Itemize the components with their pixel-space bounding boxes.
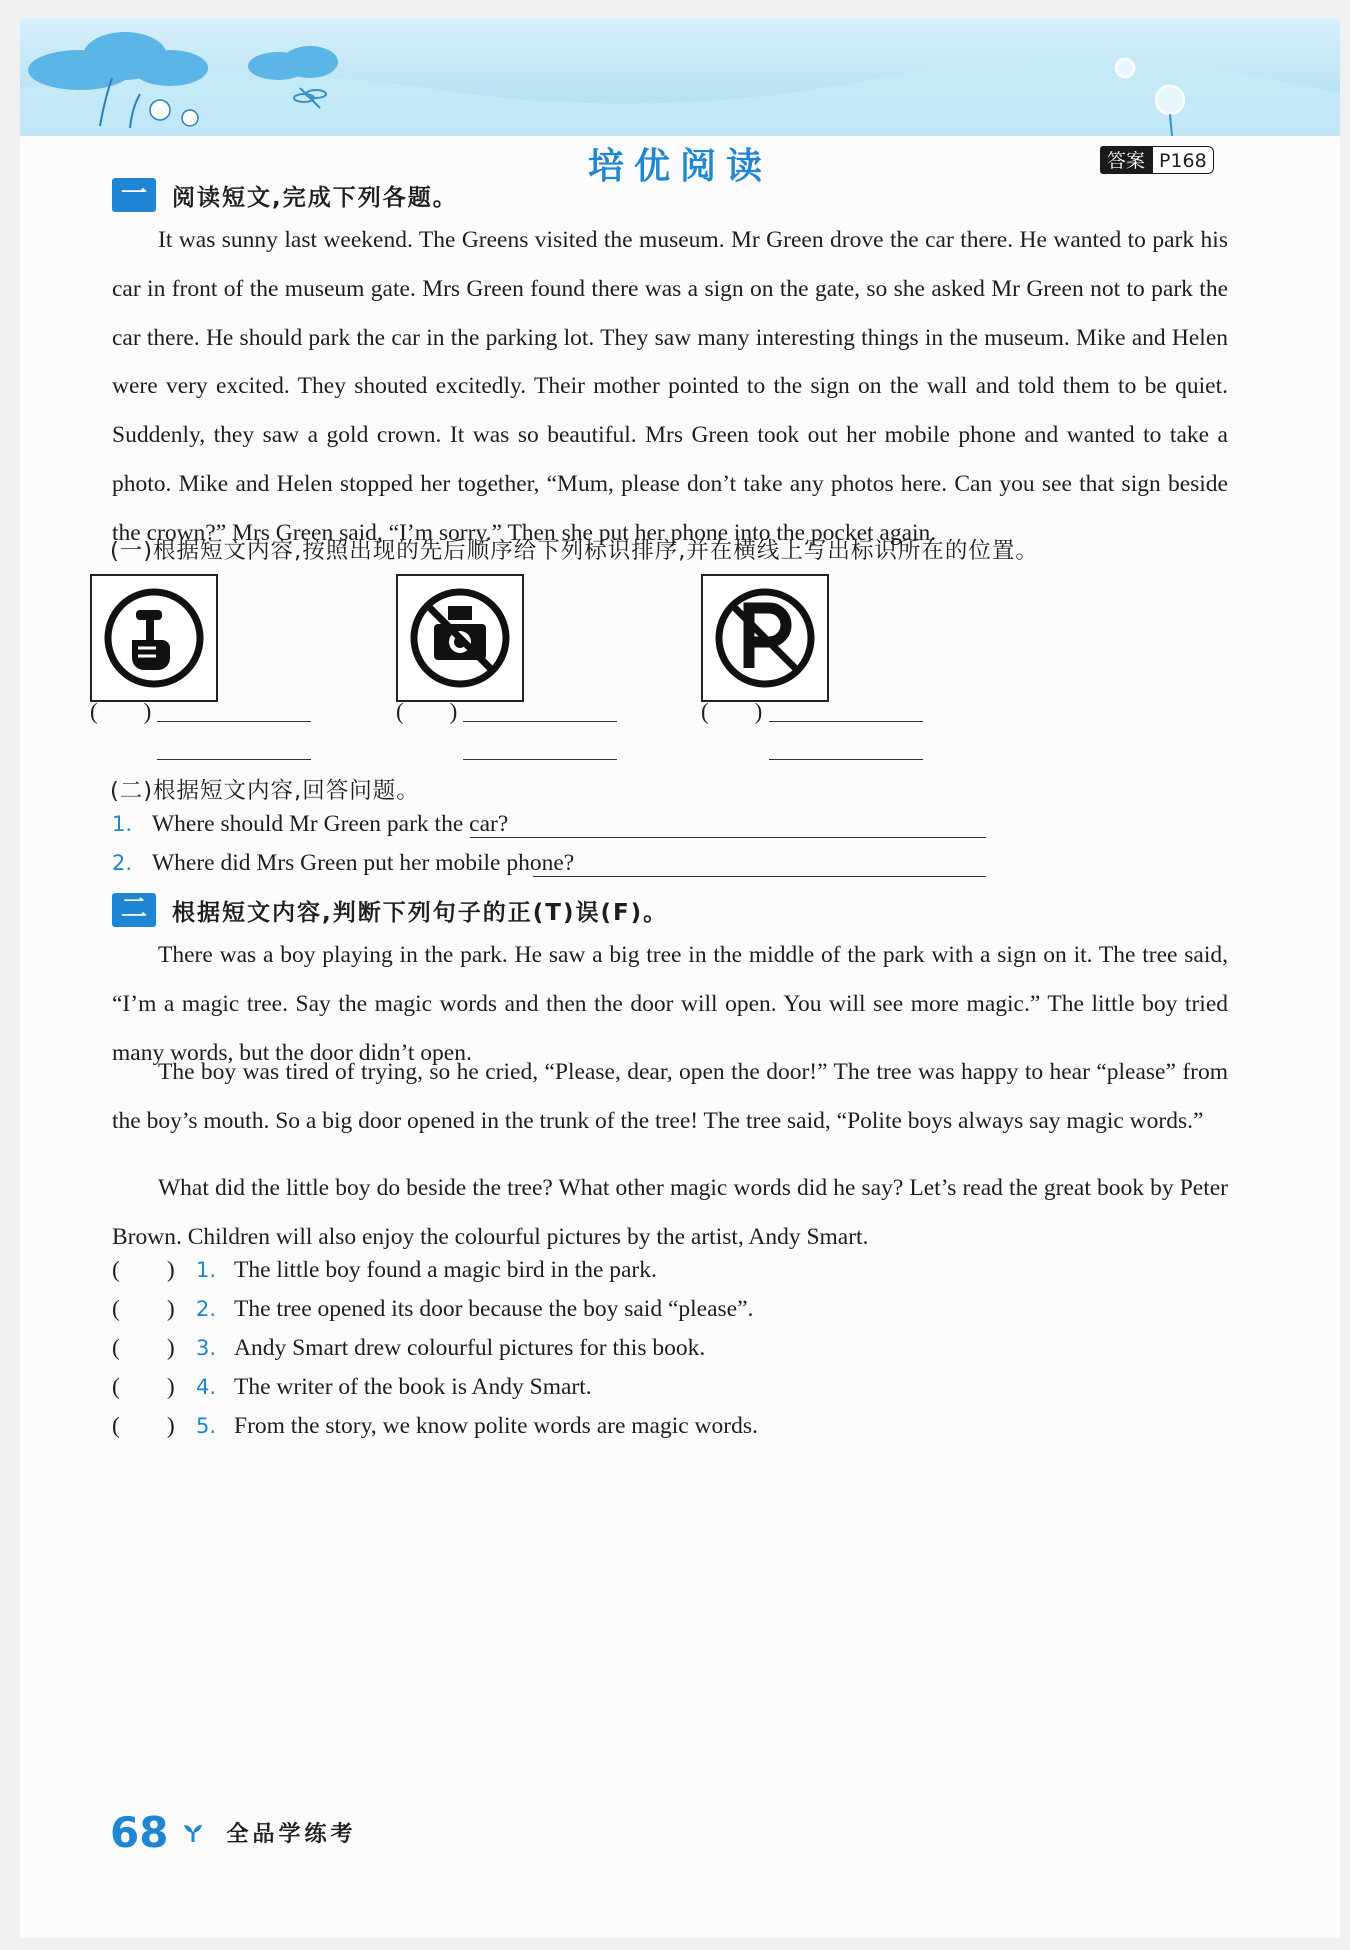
sign-2-location-line-1[interactable] (463, 721, 617, 722)
statement-3 (112, 1328, 705, 1362)
statement-2-text: The tree opened its door because the boy said “please”. (234, 1296, 754, 1322)
statement-1-answer-blank[interactable]: ( ) (112, 1257, 175, 1283)
statement-5-text: From the story, we know polite words are magic words. (234, 1413, 758, 1439)
section-2-badge: 二 (112, 893, 156, 927)
statement-5-answer-blank[interactable]: ( ) (112, 1413, 175, 1439)
question-2-answer-line[interactable] (533, 876, 986, 877)
statement-1 (112, 1250, 657, 1284)
no-parking-sign-icon (709, 582, 821, 694)
section-1-badge: 一 (112, 178, 156, 212)
question-1-text: Where should Mr Green park the car? (152, 811, 509, 837)
part-2-instruction: (二)根据短文内容,回答问题。 (110, 778, 420, 804)
statement-1-number: 1. (196, 1258, 217, 1282)
no-photo-sign (396, 574, 524, 702)
statement-3-text: Andy Smart drew colourful pictures for this book. (234, 1335, 706, 1361)
quiet-sign (90, 574, 218, 702)
section-2-instruction: 根据短文内容,判断下列句子的正(T)误(F)。 (172, 899, 669, 926)
sign-3-order-blank[interactable]: ( ) (701, 699, 763, 724)
statement-5-number: 5. (196, 1414, 217, 1438)
page-footer (110, 1808, 356, 1857)
statement-5 (112, 1406, 758, 1440)
statement-2 (112, 1289, 753, 1323)
passage-2-paragraph-1: There was a boy playing in the park. He saw a big tree in the middle of the park with a sign on it. The tree said, “I’m a magic tree. Say the magic words and then the door will open. You will see more magic.” The little boy tried many words, but the door didn’t open. (112, 942, 1228, 1066)
sign-3-location-line-1[interactable] (769, 721, 923, 722)
statement-4 (112, 1367, 592, 1401)
sign-1-location-line-1[interactable] (157, 721, 311, 722)
question-1-number: 1. (112, 812, 133, 836)
statement-4-number: 4. (196, 1375, 217, 1399)
section-1-instruction: 阅读短文,完成下列各题。 (172, 184, 458, 211)
part-1-instruction: (一)根据短文内容,按照出现的先后顺序给下列标识排序,并在横线上写出标识所在的位置。 (110, 538, 1039, 564)
sprout-icon (182, 1822, 204, 1844)
page-title: 培优阅读 (587, 146, 772, 187)
no-photo-sign-icon (404, 582, 516, 694)
worksheet-page (20, 18, 1340, 1938)
question-2-number: 2. (112, 851, 133, 875)
passage-2-paragraph-3: What did the little boy do beside the tree? What other magic words did he say? Let’s read the great book by Peter Brown. Children will also enjoy the colourful pictures by the artist, Andy Smart. (112, 1175, 1228, 1250)
question-1 (112, 811, 508, 838)
book-name: 全品学练考 (226, 1822, 357, 1847)
statement-1-text: The little boy found a magic bird in the park. (234, 1257, 657, 1283)
statement-4-answer-blank[interactable]: ( ) (112, 1374, 175, 1400)
section-1-heading (112, 178, 458, 212)
question-2-text: Where did Mrs Green put her mobile phone? (152, 850, 575, 876)
statement-3-answer-blank[interactable]: ( ) (112, 1335, 175, 1361)
passage-2-paragraph-2: The boy was tired of trying, so he cried, “Please, dear, open the door!” The tree was happy to hear “please” from the boy’s mouth. So a big door opened in the trunk of the tree! The tree said, “Polite boys always say magic words.” (112, 1059, 1228, 1134)
quiet-sign-icon (98, 582, 210, 694)
sign-2-order-blank[interactable]: ( ) (396, 699, 458, 724)
sign-1-order-blank[interactable]: ( ) (90, 699, 152, 724)
statement-2-answer-blank[interactable]: ( ) (112, 1296, 175, 1322)
statement-4-text: The writer of the book is Andy Smart. (234, 1374, 592, 1400)
passage-1: It was sunny last weekend. The Greens visited the museum. Mr Green drove the car there. He wanted to park his car in front of the museum gate. Mrs Green found there was a sign on the gate, so she asked Mr Green not to park the car there. He should park the car in the parking lot. They saw many interesting things in the museum. Mike and Helen were very excited. They shouted excitedly. Their mother pointed to the sign on the wall and told them to be quiet. Suddenly, they saw a gold crown. It was so beautiful. Mrs Green took out her mobile phone and wanted to take a photo. Mike and Helen stopped her together, “Mum, please don’t take any photos here. Can you see that sign beside the crown?” Mrs Green said, “I’m sorry.” Then she put her phone into the pocket again. (112, 227, 1228, 546)
sign-1-location-line-2[interactable] (157, 759, 311, 760)
answer-label: 答案 (1100, 146, 1152, 174)
no-parking-sign (701, 574, 829, 702)
statement-3-number: 3. (196, 1336, 217, 1360)
answer-key-tag (1100, 146, 1214, 174)
answer-page: P168 (1152, 146, 1214, 174)
statement-2-number: 2. (196, 1297, 217, 1321)
sign-2-location-line-2[interactable] (463, 759, 617, 760)
question-2 (112, 850, 574, 877)
section-2-heading (112, 893, 668, 927)
sign-3-location-line-2[interactable] (769, 759, 923, 760)
page-number: 68 (110, 1808, 169, 1857)
sky-banner-decoration (20, 18, 1340, 136)
question-1-answer-line[interactable] (470, 837, 986, 838)
